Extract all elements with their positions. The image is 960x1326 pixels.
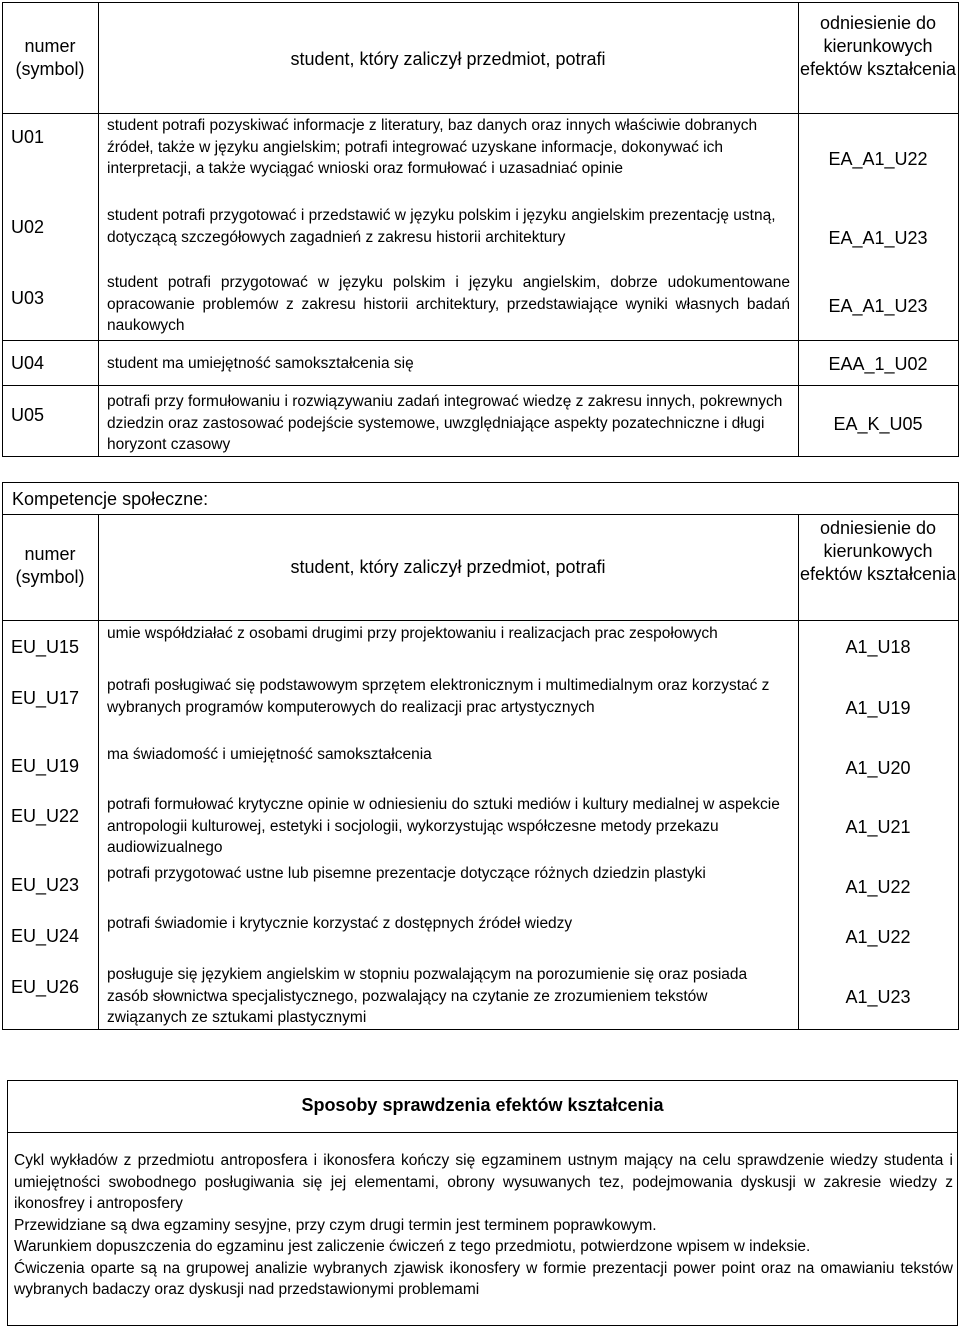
row-reference: EA_A1_U23 [828, 228, 928, 248]
column-header-symbol: numer (symbol) [15, 544, 85, 587]
row-reference: EA_K_U05 [833, 414, 923, 434]
row-reference: A1_U22 [845, 927, 911, 947]
row-symbol: U02 [11, 217, 45, 237]
verification-paragraph: Warunkiem dopuszczenia do egzaminu jest zaliczenie ćwiczeń z tego przedmiotu, potwierdzone wpisem w indeksie. [14, 1238, 811, 1255]
row-symbol: EU_U23 [11, 875, 80, 895]
row-description: potrafi formułować krytyczne opinie w odniesieniu do sztuki mediów i kultury medialnej w aspekcie antropologii kulturowej, estetyki i socjologii, wykorzystując współczesne metody przekazu audiowizualnego [107, 796, 780, 856]
column-header-reference: odniesienie do kierunkowych efektów kształcenia [799, 13, 957, 79]
row-symbol: EU_U26 [11, 977, 80, 997]
row-description: student ma umiejętność samokształcenia się [107, 355, 414, 372]
verification-paragraph: Cykl wykładów z przedmiotu antroposfera i ikonosfera kończy się egzaminem ustnym mający na celu sprawdzenie wiedzy studenta i umiejętności swobodnego posługiwania się jej elementami, obrony wysuwanych tez, podejmowania dyskusji w zakresie wiedzy z ikonosfrey i antroposfery [14, 1152, 953, 1212]
verification-paragraph: Ćwiczenia oparte są na grupowej analizie wybranych zjawisk ikonosfery w formie prezentacji power point oraz na omawianiu tekstów wybranych badaczy oraz dyskusji nad przedstawionymi problemami [14, 1259, 953, 1298]
table-divider [7, 1132, 958, 1133]
row-description: potrafi przy formułowaniu i rozwiązywaniu zadań integrować wiedzę z zakresu innych, pokrewnych dziedzin oraz zastosować podejście systemowe, uwzględniające aspekty pozatechniczne i długi horyzont czasowy [107, 393, 783, 453]
verification-body [14, 1150, 953, 1301]
row-reference: EA_A1_U23 [828, 296, 928, 316]
row-reference: EAA_1_U02 [828, 354, 928, 374]
row-description: potrafi posługiwać się podstawowym sprzętem elektronicznym i multimedialnym oraz korzystać z wybranych programów komputerowych do realizacji prac artystycznych [107, 677, 770, 716]
row-symbol: EU_U19 [11, 756, 80, 776]
row-reference: EA_A1_U22 [828, 149, 928, 169]
row-description: student potrafi pozyskiwać informacje z literatury, baz danych oraz innych właściwie dobranych źródeł, także w języku angielskim; potrafi integrować uzyskane informacje, dokonywać ich interpretacji, a także wyciągać wnioski oraz formułować i uzasadniać opinie [107, 117, 758, 177]
row-reference: A1_U20 [845, 758, 911, 778]
row-reference: A1_U21 [845, 817, 911, 837]
row-description: umie współdziałać z osobami drugimi przy projektowaniu i realizacjach prac zespołowych [107, 625, 718, 642]
row-symbol: EU_U15 [11, 637, 80, 657]
column-header-symbol: numer (symbol) [15, 36, 85, 79]
row-description: posługuje się językiem angielskim w stopniu pozwalającym na porozumienie się oraz posiada zasób słownictwa specjalistycznego, pozwalający na czytanie ze zrozumieniem tekstów związanych ze sztukami plastycznymi [107, 966, 748, 1026]
table-divider [2, 385, 959, 386]
row-symbol: U05 [11, 405, 45, 425]
row-symbol: U04 [11, 353, 45, 373]
row-description: potrafi świadomie i krytycznie korzystać z dostępnych źródeł wiedzy [107, 915, 573, 932]
row-description: ma świadomość i umiejętność samokształcenia [107, 746, 432, 763]
row-symbol: EU_U22 [11, 806, 80, 826]
table-divider [2, 514, 959, 515]
row-description: potrafi przygotować ustne lub pisemne prezentacje dotyczące różnych dziedzin plastyki [107, 865, 706, 882]
row-symbol: EU_U24 [11, 926, 80, 946]
column-header-description: student, który zaliczył przedmiot, potrafi [290, 557, 606, 577]
verification-title: Sposoby sprawdzenia efektów kształcenia [301, 1095, 664, 1115]
row-symbol: U01 [11, 127, 45, 147]
row-description: student potrafi przygotować w języku polskim i języku angielskim, dobrze udokumentowane opracowanie problemów z zakresu historii architektury, przedstawiające wyniki własnych badań naukowych [107, 274, 790, 334]
table-divider [2, 620, 959, 621]
column-header-reference: odniesienie do kierunkowych efektów kształcenia [799, 518, 957, 584]
table-divider [2, 113, 959, 114]
verification-paragraph: Przewidziane są dwa egzaminy sesyjne, przy czym drugi termin jest terminem poprawkowym. [14, 1216, 657, 1234]
row-symbol: EU_U17 [11, 688, 80, 708]
row-reference: A1_U22 [845, 877, 911, 897]
row-description: student potrafi przygotować i przedstawić w języku polskim i języku angielskim prezentację ustną, dotyczącą szczegółowych zagadnień z zakresu historii architektury [107, 207, 776, 246]
table-divider [2, 340, 959, 341]
section-title: Kompetencje społeczne: [12, 489, 209, 509]
row-reference: A1_U19 [845, 698, 911, 718]
row-reference: A1_U18 [845, 637, 911, 657]
row-reference: A1_U23 [845, 987, 911, 1007]
column-header-description: student, który zaliczył przedmiot, potrafi [290, 49, 606, 69]
table-divider [98, 514, 99, 1030]
row-symbol: U03 [11, 288, 45, 308]
